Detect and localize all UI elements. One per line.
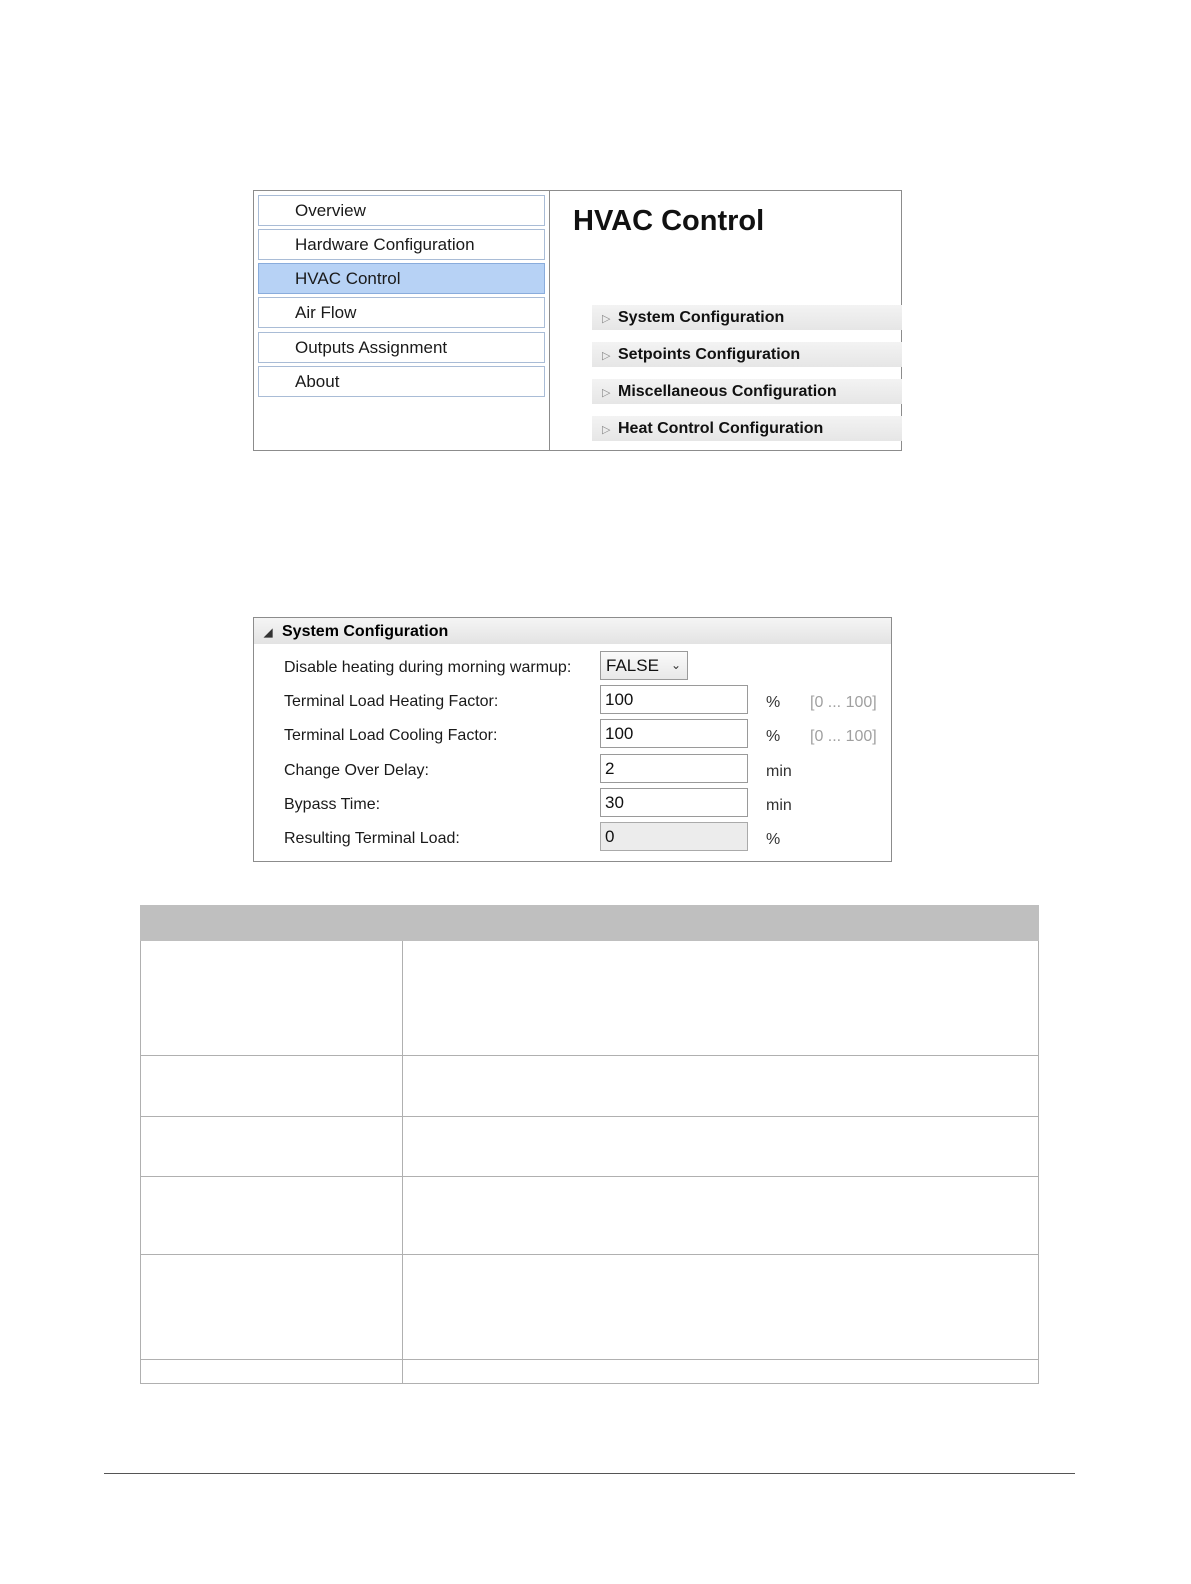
table-row — [140, 1117, 1039, 1177]
table-row — [140, 941, 1039, 1056]
nav-item-hvac-control[interactable]: HVAC Control — [258, 263, 545, 294]
triangle-down-icon: ◢ — [264, 627, 273, 639]
cooling-factor-range: [0 ... 100] — [810, 728, 877, 745]
section-heat-control-configuration[interactable] — [592, 416, 902, 441]
triangle-right-icon: ▷ — [602, 350, 611, 362]
section-system-configuration[interactable] — [592, 305, 902, 330]
section-label: System Configuration — [618, 309, 785, 326]
section-label: Miscellaneous Configuration — [618, 383, 837, 400]
page-title: HVAC Control — [573, 205, 765, 237]
change-over-delay-unit: min — [766, 763, 792, 780]
panel-title: System Configuration — [282, 623, 449, 640]
change-over-delay-label: Change Over Delay: — [284, 762, 429, 779]
table-row — [140, 1056, 1039, 1117]
hvac-app-panel — [253, 190, 902, 451]
footer-divider — [104, 1473, 1075, 1474]
parameters-table — [140, 905, 1039, 1384]
table-cell — [141, 1255, 403, 1359]
cooling-factor-label: Terminal Load Cooling Factor: — [284, 727, 498, 744]
triangle-right-icon: ▷ — [602, 313, 611, 325]
heating-factor-unit: % — [766, 694, 781, 711]
disable-heating-label: Disable heating during morning warmup: — [284, 659, 572, 676]
nav-item-outputs-assignment[interactable]: Outputs Assignment — [258, 332, 545, 363]
cooling-factor-input[interactable]: 100 — [600, 719, 748, 748]
triangle-right-icon: ▷ — [602, 387, 611, 399]
section-setpoints-configuration[interactable] — [592, 342, 902, 367]
resulting-load-label: Resulting Terminal Load: — [284, 830, 460, 847]
bypass-time-input[interactable]: 30 — [600, 788, 748, 817]
table-cell — [141, 1117, 403, 1176]
table-header — [140, 905, 1039, 941]
heating-factor-input[interactable]: 100 — [600, 685, 748, 714]
triangle-right-icon: ▷ — [602, 424, 611, 436]
table-row — [140, 1177, 1039, 1255]
table-cell — [141, 941, 403, 1055]
table-row — [140, 1360, 1039, 1384]
heating-factor-range: [0 ... 100] — [810, 694, 877, 711]
select-value: FALSE — [606, 656, 659, 675]
heating-factor-label: Terminal Load Heating Factor: — [284, 693, 499, 710]
section-miscellaneous-configuration[interactable] — [592, 379, 902, 404]
resulting-load-unit: % — [766, 831, 781, 848]
system-configuration-header[interactable] — [254, 618, 891, 644]
nav-item-hardware-configuration[interactable]: Hardware Configuration — [258, 229, 545, 260]
nav-item-about[interactable]: About — [258, 366, 545, 397]
resulting-load-output: 0 — [600, 822, 748, 851]
table-cell — [141, 1177, 403, 1254]
cooling-factor-unit: % — [766, 728, 781, 745]
section-label: Heat Control Configuration — [618, 420, 824, 437]
table-row — [140, 1255, 1039, 1360]
bypass-time-label: Bypass Time: — [284, 796, 381, 813]
nav-item-overview[interactable]: Overview — [258, 195, 545, 226]
sidebar-nav — [254, 191, 550, 450]
chevron-down-icon: ⌄ — [670, 658, 681, 672]
bypass-time-unit: min — [766, 797, 792, 814]
table-cell — [141, 1360, 403, 1383]
disable-heating-select[interactable] — [600, 651, 688, 680]
system-configuration-panel — [253, 617, 892, 862]
table-cell — [141, 1056, 403, 1116]
change-over-delay-input[interactable]: 2 — [600, 754, 748, 783]
nav-item-air-flow[interactable]: Air Flow — [258, 297, 545, 328]
section-label: Setpoints Configuration — [618, 346, 801, 363]
